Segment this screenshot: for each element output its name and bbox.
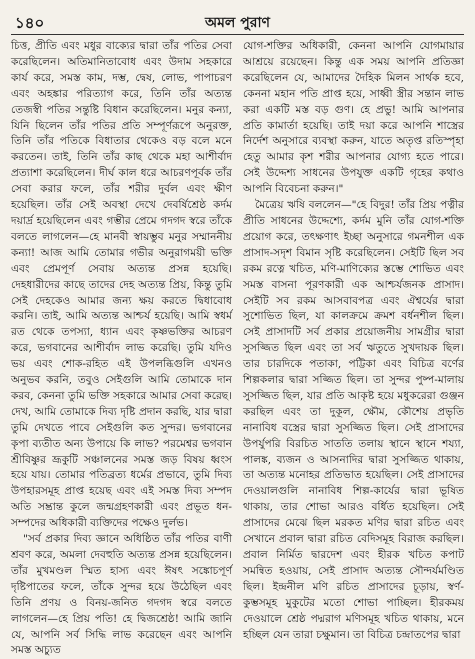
right-column: [243, 39, 464, 659]
page-header: [11, 8, 464, 32]
paragraph: যোগ-শক্তির অধিকারী, কেননা আপনি যোগমায়ার আশ্রয়ে রয়েছেন। কিন্তু এক সময় আপনি প্রতিজ্ঞা করেছিলেন যে, আমাদের দৈহিক মিলন সার্থক হবে, কেননা মহান পতি প্রাপ্ত হয়ে, সাধ্বী স্ত্রীর সন্তান লাভ করা একটি মস্ত বড় গুণ। হে প্রভু! আমি আপনার প্রতি কামার্তা হয়েছি। তাই দয়া করে আপনি শাস্ত্রের নির্দেশ অনুসারে ব্যবস্থা করুন, যাতে অতৃপ্ত রতিস্পৃহা হেতু আমার কৃশ শরীর আপনার যোগ্য হতে পারে। সেই উদ্দেশ্য সাধনের উপযুক্ত একটি গৃহের কথাও আপনি বিবেচনা করুন।": [243, 40, 464, 196]
paragraph: মৈত্রেয় ঋষি বললেন—"হে বিদুর! তাঁর প্রিয় পত্নীর প্রীতি সাধনের উদ্দেশ্যে, কর্দম মুনি তাঁর যোগ-শক্তি প্রয়োগ করে, তৎক্ষণাৎ ইচ্ছা অনুসারে গমনশীল এক প্রাসাদ-সদৃশ বিমান সৃষ্টি করেছিলেন। সেইটি ছিল সব রকম রত্নে খচিত, মণি-মাণিক্যের স্তম্ভে শোভিত এবং সমস্ত বাসনা পূরণকারী এক আশ্চর্যজনক প্রাসাদ। সেইটি সব রকম আসবাবপত্র এবং ঐশ্বর্যের দ্বারা সুশোভিত ছিল, যা কালক্রমে ক্রমশ বর্ধনশীল ছিল। সেই প্রাসাদটি সর্ব প্রকার প্রয়োজনীয় সামগ্রীর দ্বারা সুসজ্জিত ছিল এবং তা সর্ব ঋতুতে সুখদায়ক ছিল। তার চারদিকে পতাকা, পট্টিকা এবং বিচিত্র বর্ণের শিল্পকলার দ্বারা সজ্জিত ছিল। তা সুন্দর পুষ্প-মালায় সুসজ্জিত ছিল, যার প্রতি আকৃষ্ট হয়ে মধুকরেরা গুঞ্জন করছিল এবং তা দুকূল, ক্ষৌম, কৌশেয় প্রভৃতি নানাবিধ বস্ত্রের দ্বারা সুসজ্জিত ছিল। সেই প্রাসাদের উপর্যুপরি বিরচিত সাততি তলায় স্থানে স্থানে শয্যা, পালঙ্ক, ব্যজন ও আসনাদির দ্বারা সুসজ্জিত থাকায়, তা অত্যন্ত মনোহর প্রতিভাত হয়েছিল। সেই প্রাসাদের দেওয়ালগুলি নানাবিধ শিল্প-কার্যের দ্বারা ভূষিত থাকায়, তার শোভা আরও বর্ধিত হয়েছিল। সেই প্রাসাদের মেঝে ছিল মরকত মণির দ্বারা রচিত এবং সেখানে প্রবাল দ্বারা রচিত বেদিসমূহ বিরাজ করছিল। প্রবাল নির্মিত দ্বারদেশ এবং হীরক খচিত কপাট সমন্বিত হওয়ায়, সেই প্রাসাদ অত্যন্ত সৌন্দর্যমণ্ডিত ছিল। ইন্দ্রনীল মণি রচিত প্রাসাদের চূড়ায়, স্বর্ণ-কুম্ভসমূহ মুকুটের মতো শোভা পাচ্ছিল। হীরকময় দেওয়ালে শ্রেষ্ঠ পদ্মরাগ মণিসমূহ খচিত থাকায়, মনে হচ্ছিল যেন তারা চক্ষুমান। তা বিচিত্র চন্দ্রাতপের দ্বারা: [243, 199, 464, 641]
paragraph: "সর্ব প্রকার দিব্য জ্ঞানে অধিষ্ঠিত তাঁর পতির বাণী শ্রবণ করে, অমলা দেবহুতি অত্যন্ত প্রসন্ন হয়েছিলেন। তাঁর মুখমণ্ডল স্মিত হাস্য এবং ঈষৎ সঙ্কোচপূর্ণ দৃষ্টিপাতের ফলে, তাঁকে সুন্দর হয়ে উঠেছিল এবং তিনি প্রণয় ও বিনয়-জনিত গদগদ স্বরে বলতে লাগলেন—হে প্রিয় পতি! হে দ্বিজশ্রেষ্ঠ! আমি জানি যে, আপনি সর্ব সিদ্ধি লাভ করেছেন এবং আপনি সমস্ত অচ্যুত: [11, 533, 232, 657]
text-columns: [11, 39, 464, 659]
left-column: [11, 39, 232, 659]
page-number: ১৪০: [15, 14, 45, 32]
running-title: অমল পুরাণ: [205, 15, 270, 31]
paragraph: চিত্ত, প্রীতি এবং মধুর বাক্যের দ্বারা তাঁর পতির সেবা করেছিলেন। অতিমানিতাবোধ এবং উদাম সহকারে কার্য করে, সমস্ত কাম, দম্ভ, দ্বেষ, লোভ, পাপাচরণ এবং অহঙ্কার পরিত্যাগ করে, তিনি তাঁর অত্যন্ত তেজস্বী পতির সন্তুষ্টি বিধান করেছিলেন। মনুর কন্যা, যিনি ছিলেন তাঁর পতির প্রতি সম্পূর্ণরূপে অনুরক্ত, তিনি তাঁর পতিকে বিধাতার থেকেও বড় বলে মনে করতেন। তাই, তিনি তাঁর কাছ থেকে মহা আশীর্বাদ প্রত্যাশা করেছিলেন। দীর্ঘ কাল ধরে আচরণপূর্বক তাঁর সেবা করার ফলে, তাঁর শরীর দুর্বল এবং ক্ষীণ হয়েছিল। তাঁর সেই অবস্থা দেখে দেবর্ষিশ্রেষ্ঠ কর্দম দয়ার্দ্র হয়েছিলেন এবং গম্ভীর প্রেমে গদগদ স্বরে তাঁকে বলতে লাগলেন—হে মানবী স্বায়ম্ভুব মনুর সম্মাননীয় কন্যা! আজ আমি তোমার গভীর অনুরাগময়ী ভক্তি এবং প্রেমপূর্ণ সেবায় অত্যন্ত প্রসন্ন হয়েছি। দেহধারীদের কাছে তাদের দেহ অত্যন্ত প্রিয়, কিন্তু তুমি সেই দেহকেও আমার জন্য ক্ষয় করতে দ্বিধাবোধ করনি। তাই, আমি অত্যন্ত আশ্চর্য হয়েছি। আমি স্বধর্ম রত থেকে তপস্যা, ধ্যান এবং কৃষ্ণভক্তির আচরণ করে, ভগবানের আশীর্বাদ লাভ করেছি। তুমি যদিও ভয় এবং শোক-রহিত এই উপলব্ধিগুলি এখনও অনুভব করনি, তবুও সেইগুলি আমি তোমাকে দান করব, কেননা তুমি ভক্তি সহকারে আমার সেবা করেছ। দেখ, আমি তোমাকে দিব্য দৃষ্টি প্রদান করছি, যার দ্বারা তুমি দেখতে পাবে সেইগুলি কত সুন্দর। ভগবানের কৃপা ব্যতীত অন্য উপায়ে কি লাভ? পরমেশ্বর ভগবান শ্রীবিষ্ণুর ভ্রূকুটি সঞ্চালনের সমস্ত জড় বিষয় ধ্বংস হয়ে যায়। তোমার পতিব্রত্য ধর্মের প্রভাবে, তুমি দিব্য উপহারসমূহ প্রাপ্ত হয়েছ এবং এই সমস্ত দিব্য সম্পদ অতি সম্ভ্রান্ত কুলে জন্মগ্রহণকারী এবং প্রভূত ধন-সম্পদের অধিকারী ব্যক্তিদের পক্ষেও দুর্লভ।: [11, 40, 232, 530]
